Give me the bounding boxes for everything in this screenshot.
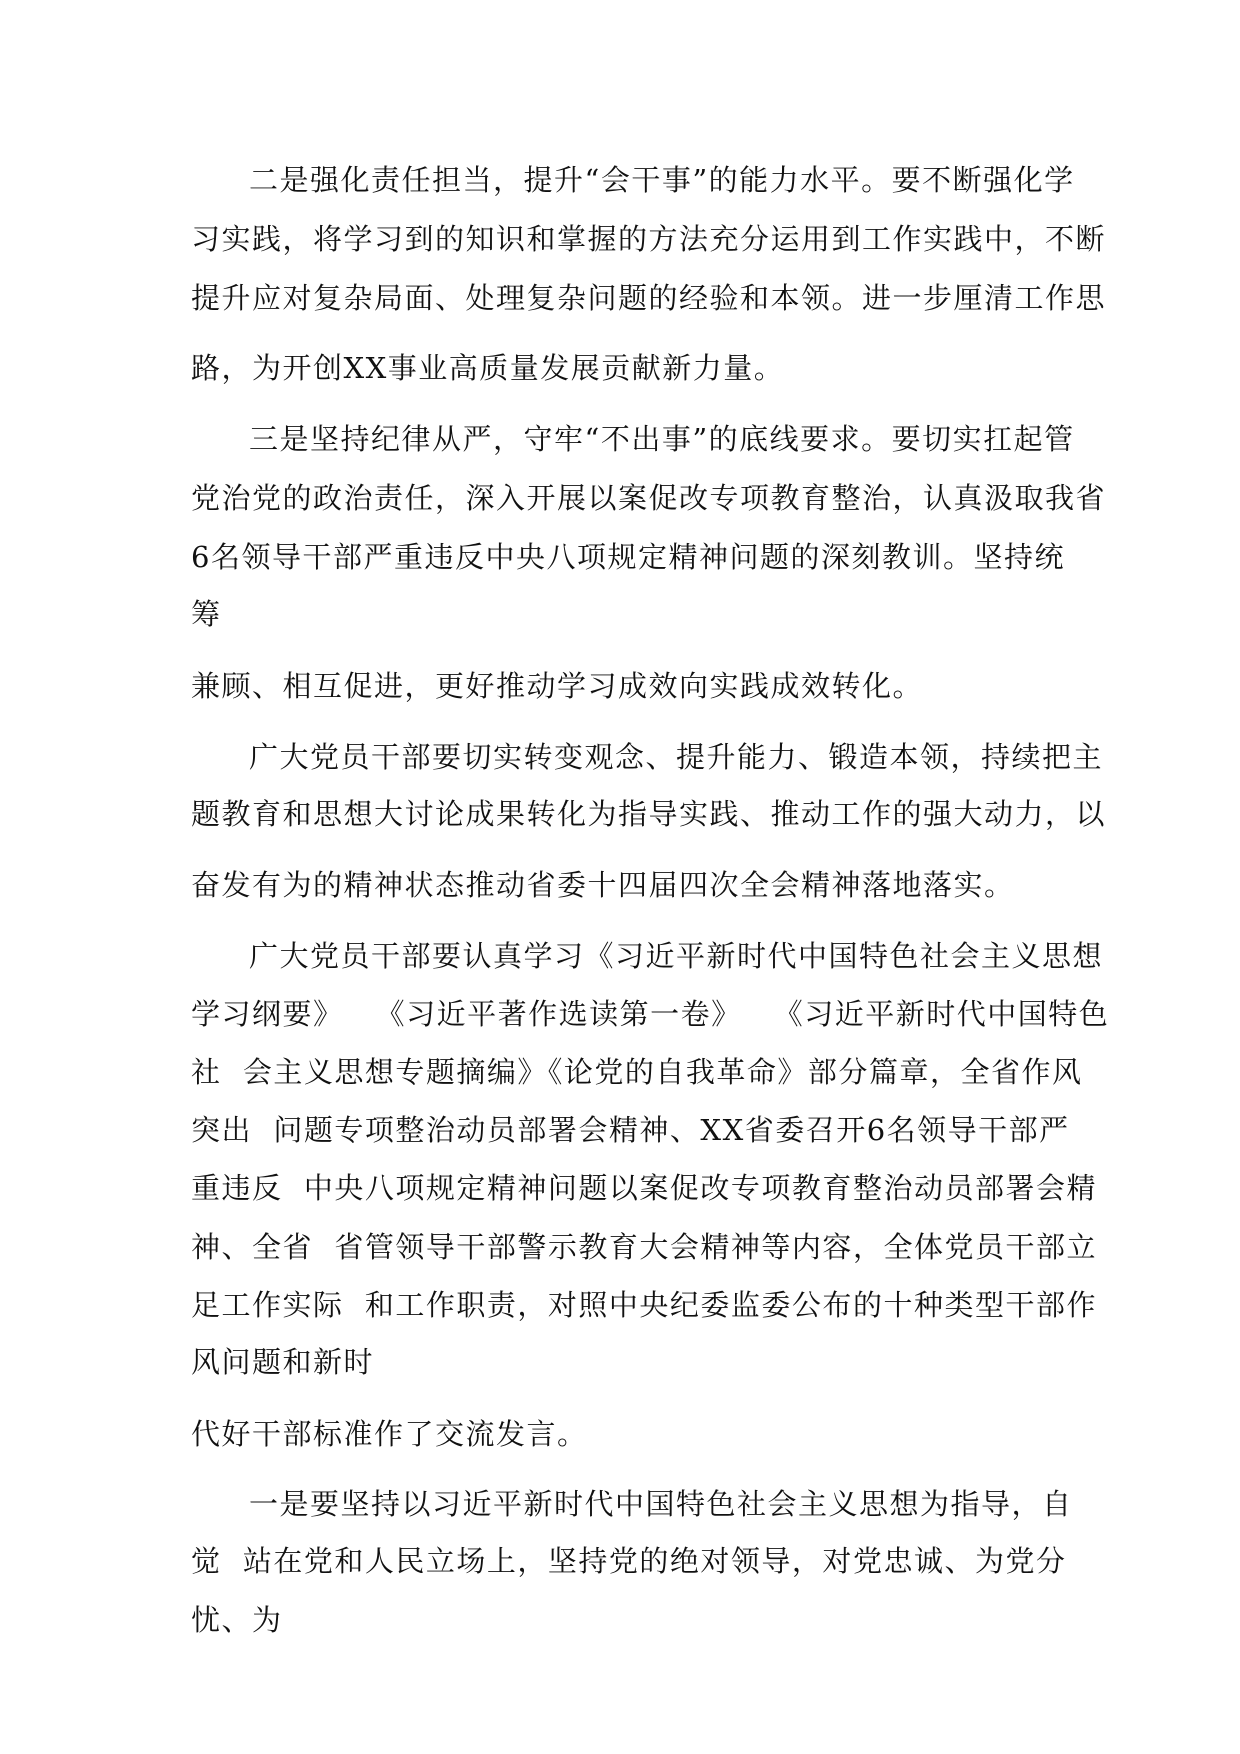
text-line: 6名领导干部严重违反中央八项规定精神问题的深刻教训。坚持统 — [191, 540, 1065, 574]
text-line: 广大党员干部要切实转变观念、提升能力、锻造本领，持续把主 — [249, 740, 1104, 774]
text-line: 三是坚持纪律从严，守牢“不出事”的底线要求。要切实扛起管 — [249, 422, 1075, 456]
text-line: 奋发有为的精神状态推动省委十四届四次全会精神落地落实。 — [191, 868, 1015, 902]
text-line: 提升应对复杂局面、处理复杂问题的经验和本领。进一步厘清工作思 — [191, 281, 1107, 315]
text-line: 广大党员干部要认真学习《习近平新时代中国特色社会主义思想 — [249, 939, 1104, 973]
text-line: 重违反 中央八项规定精神问题以案促改专项教育整治动员部署会精 — [191, 1171, 1097, 1205]
text-line: 题教育和思想大讨论成果转化为指导实践、推动工作的强大动力，以 — [191, 797, 1107, 831]
text-line: 二是强化责任担当，提升“会干事”的能力水平。要不断强化学 — [249, 163, 1075, 197]
text-line: 习实践，将学习到的知识和掌握的方法充分运用到工作实践中，不断 — [191, 222, 1107, 256]
text-line: 一是要坚持以习近平新时代中国特色社会主义思想为指导，自 — [249, 1487, 1073, 1521]
text-line: 兼顾、相互促进，更好推动学习成效向实践成效转化。 — [191, 669, 924, 703]
text-line: 筹 — [191, 597, 222, 631]
text-line: 神、全省 省管领导干部警示教育大会精神等内容，全体党员干部立 — [191, 1230, 1097, 1264]
text-line: 党治党的政治责任，深入开展以案促改专项教育整治，认真汲取我省 — [191, 481, 1107, 515]
text-line: 忧、为 — [191, 1603, 283, 1637]
text-line: 代好干部标准作了交流发言。 — [191, 1417, 588, 1451]
text-line: 觉 站在党和人民立场上，坚持党的绝对领导，对党忠诚、为党分 — [191, 1544, 1067, 1578]
text-line: 突出 问题专项整治动员部署会精神、XX省委召开6名领导干部严 — [191, 1113, 1070, 1147]
text-line: 路，为开创XX事业高质量发展贡献新力量。 — [191, 351, 785, 385]
text-line: 学习纲要》 《习近平著作选读第一卷》 《习近平新时代中国特色 — [191, 997, 1110, 1031]
text-line: 社 会主义思想专题摘编》《论党的自我革命》部分篇章，全省作风 — [191, 1055, 1083, 1089]
text-line: 风问题和新时 — [191, 1345, 375, 1379]
text-line: 足工作实际 和工作职责，对照中央纪委监委公布的十种类型干部作 — [191, 1288, 1097, 1322]
